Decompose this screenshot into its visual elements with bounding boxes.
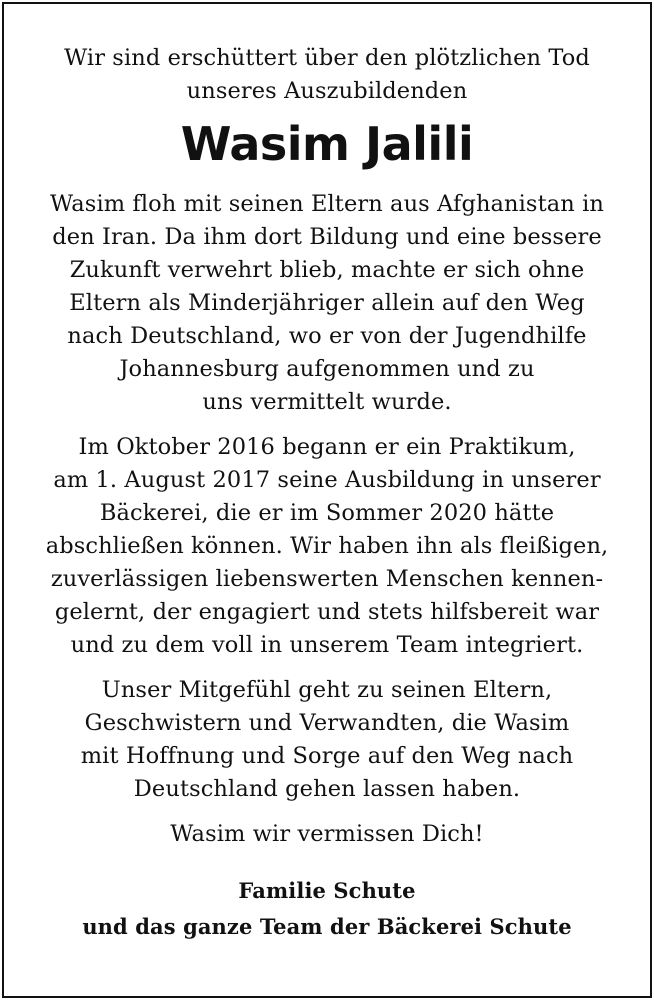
- paragraph-line: Wasim floh mit seinen Eltern aus Afghanistan in: [50, 191, 604, 217]
- paragraph-condolence: [4, 674, 650, 806]
- signature-line: Familie Schute: [238, 878, 416, 903]
- signature: [4, 873, 650, 945]
- paragraph-line: und zu dem voll in unserem Team integriert.: [70, 632, 584, 658]
- paragraph-line: Im Oktober 2016 begann er ein Praktikum,: [78, 434, 576, 460]
- obituary-frame: [2, 2, 652, 998]
- paragraph-line: uns vermittelt wurde.: [202, 389, 452, 415]
- closing-text: [4, 818, 650, 851]
- paragraph-line: Eltern als Minderjähriger allein auf den Weg: [69, 290, 585, 316]
- paragraph-biography: [4, 188, 650, 419]
- paragraph-training: [4, 431, 650, 662]
- paragraph-line: am 1. August 2017 seine Ausbildung in unserer: [53, 467, 601, 493]
- paragraph-line: den Iran. Da ihm dort Bildung und eine bessere: [52, 224, 602, 250]
- paragraph-line: Johannesburg aufgenommen und zu: [119, 356, 535, 382]
- intro-line: unseres Auszubildenden: [186, 78, 468, 104]
- paragraph-line: zuverlässigen liebenswerten Menschen kennen-: [50, 566, 604, 592]
- paragraph-line: Deutschland gehen lassen haben.: [133, 776, 521, 802]
- paragraph-line: abschließen können. Wir haben ihn als fleißigen,: [45, 533, 609, 559]
- intro-line: Wir sind erschüttert über den plötzlichen Tod: [64, 45, 590, 71]
- paragraph-line: mit Hoffnung und Sorge auf den Weg nach: [80, 743, 574, 769]
- signature-line: und das ganze Team der Bäckerei Schute: [82, 914, 572, 939]
- closing-line: Wasim wir vermissen Dich!: [170, 821, 484, 847]
- paragraph-line: gelernt, der engagiert und stets hilfsbereit war: [54, 599, 600, 625]
- paragraph-line: Bäckerei, die er im Sommer 2020 hätte: [99, 500, 555, 526]
- paragraph-line: nach Deutschland, wo er von der Jugendhilfe: [67, 323, 587, 349]
- paragraph-line: Unser Mitgefühl geht zu seinen Eltern,: [101, 677, 553, 703]
- paragraph-line: Zukunft verwehrt blieb, machte er sich ohne: [69, 257, 585, 283]
- paragraph-line: Geschwistern und Verwandten, die Wasim: [84, 710, 570, 736]
- obituary-content: [4, 42, 650, 945]
- intro-text: [4, 42, 650, 108]
- deceased-name: Wasim Jalili: [180, 117, 474, 171]
